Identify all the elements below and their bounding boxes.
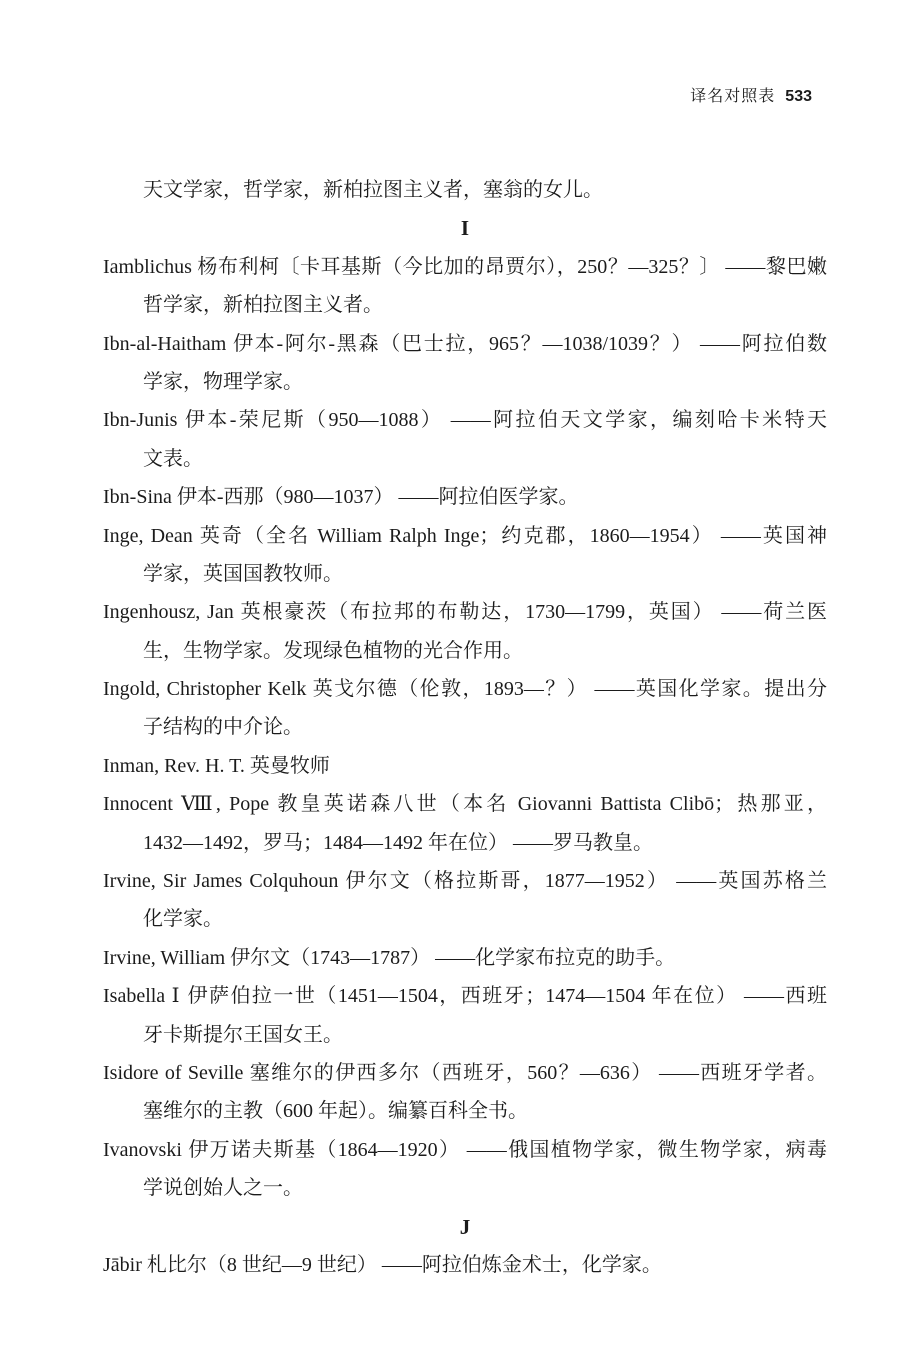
page-header <box>690 85 812 109</box>
entry-line: Inge, Dean 英奇（全名 William Ralph Inge；约克郡，1860—1954） ——英国神 <box>103 524 827 547</box>
running-head-title: 译名对照表 <box>690 88 776 105</box>
entry-line: Inman, Rev. H. T. 英曼牧师 <box>103 754 330 777</box>
page-number: 533 <box>785 88 812 105</box>
glossary-entry-jabir <box>103 1246 827 1284</box>
entry-line: Ibn-al-Haitham 伊本-阿尔-黑森（巴士拉，965？—1038/1039？） ——阿拉伯数 <box>103 332 827 355</box>
glossary-entry-isabella-i <box>103 977 827 1054</box>
glossary-entry-ibn-junis <box>103 401 827 478</box>
glossary-entry-irvine-james <box>103 862 827 939</box>
entry-line: Innocent Ⅷ, Pope 教皇英诺森八世（本名 Giovanni Battista Clibō；热那亚， <box>103 793 827 816</box>
entry-line: Ingenhousz, Jan 英根豪茨（布拉邦的布勒达，1730—1799，英国） ——荷兰医 <box>103 601 827 624</box>
glossary-entry-iamblichus <box>103 248 827 325</box>
continued-entry-text: 天文学家，哲学家，新柏拉图主义者，塞翁的女儿。 <box>143 179 603 201</box>
entry-line: Ibn-Junis 伊本-荣尼斯（950—1088） ——阿拉伯天文学家，编刻哈卡米特天 <box>103 409 827 432</box>
entry-continuation-line: 学家，物理学家。 <box>143 370 303 393</box>
entry-line: Ibn-Sina 伊本-西那（980—1037） ——阿拉伯医学家。 <box>103 486 579 509</box>
glossary-body <box>103 171 827 1284</box>
section-heading-j: J <box>459 1214 471 1239</box>
glossary-entry-innocent-viii <box>103 785 827 862</box>
entry-continuation-line: 学家，英国国教牧师。 <box>143 562 343 585</box>
glossary-entry-ibn-al-haitham <box>103 325 827 402</box>
glossary-entry-inman <box>103 747 827 785</box>
glossary-entry-ingold <box>103 670 827 747</box>
entry-line: Ivanovski 伊万诺夫斯基（1864—1920） ——俄国植物学家，微生物学家，病毒 <box>103 1138 827 1161</box>
entry-line: Isidore of Seville 塞维尔的伊西多尔（西班牙，560？—636） ——西班牙学者。 <box>103 1061 827 1084</box>
entry-line: Iamblichus 杨布利柯〔卡耳基斯（今比加的昂贾尔），250？—325？〕 ——黎巴嫩 <box>103 255 827 278</box>
entry-continuation-line: 哲学家，新柏拉图主义者。 <box>143 294 383 317</box>
glossary-entry-ingenhousz <box>103 593 827 670</box>
entry-line: Jābir 札比尔（8 世纪—9 世纪） ——阿拉伯炼金术士，化学家。 <box>103 1253 662 1276</box>
entry-line: Isabella Ⅰ 伊萨伯拉一世（1451—1504，西班牙；1474—1504 年在位） ——西班 <box>103 985 827 1008</box>
glossary-entry-ibn-sina <box>103 478 827 516</box>
glossary-entry-ivanovski <box>103 1131 827 1208</box>
section-heading-i: I <box>460 216 470 241</box>
entry-continuation-line: 牙卡斯提尔王国女王。 <box>143 1023 343 1046</box>
entry-continuation-line: 塞维尔的主教（600 年起）。编纂百科全书。 <box>143 1100 528 1123</box>
glossary-entry-irvine-william <box>103 939 827 977</box>
entry-continuation-line: 子结构的中介论。 <box>143 716 303 739</box>
entry-line: Ingold, Christopher Kelk 英戈尔德（伦敦，1893—？） ——英国化学家。提出分 <box>103 678 827 701</box>
entry-continuation-line: 生，生物学家。发现绿色植物的光合作用。 <box>143 639 523 662</box>
entry-continuation-line: 学说创始人之一。 <box>143 1177 303 1200</box>
entry-line: Irvine, William 伊尔文（1743—1787） ——化学家布拉克的助手。 <box>103 946 676 969</box>
entry-continuation-line: 1432—1492，罗马；1484—1492 年在位） ——罗马教皇。 <box>143 831 653 854</box>
entry-line: Irvine, Sir James Colquhoun 伊尔文（格拉斯哥，1877—1952） ——英国苏格兰 <box>103 870 827 893</box>
glossary-entry-isidore <box>103 1054 827 1131</box>
entry-continuation-line: 文表。 <box>143 447 203 470</box>
entry-continuation-line: 化学家。 <box>143 908 223 931</box>
glossary-entry-inge <box>103 517 827 594</box>
